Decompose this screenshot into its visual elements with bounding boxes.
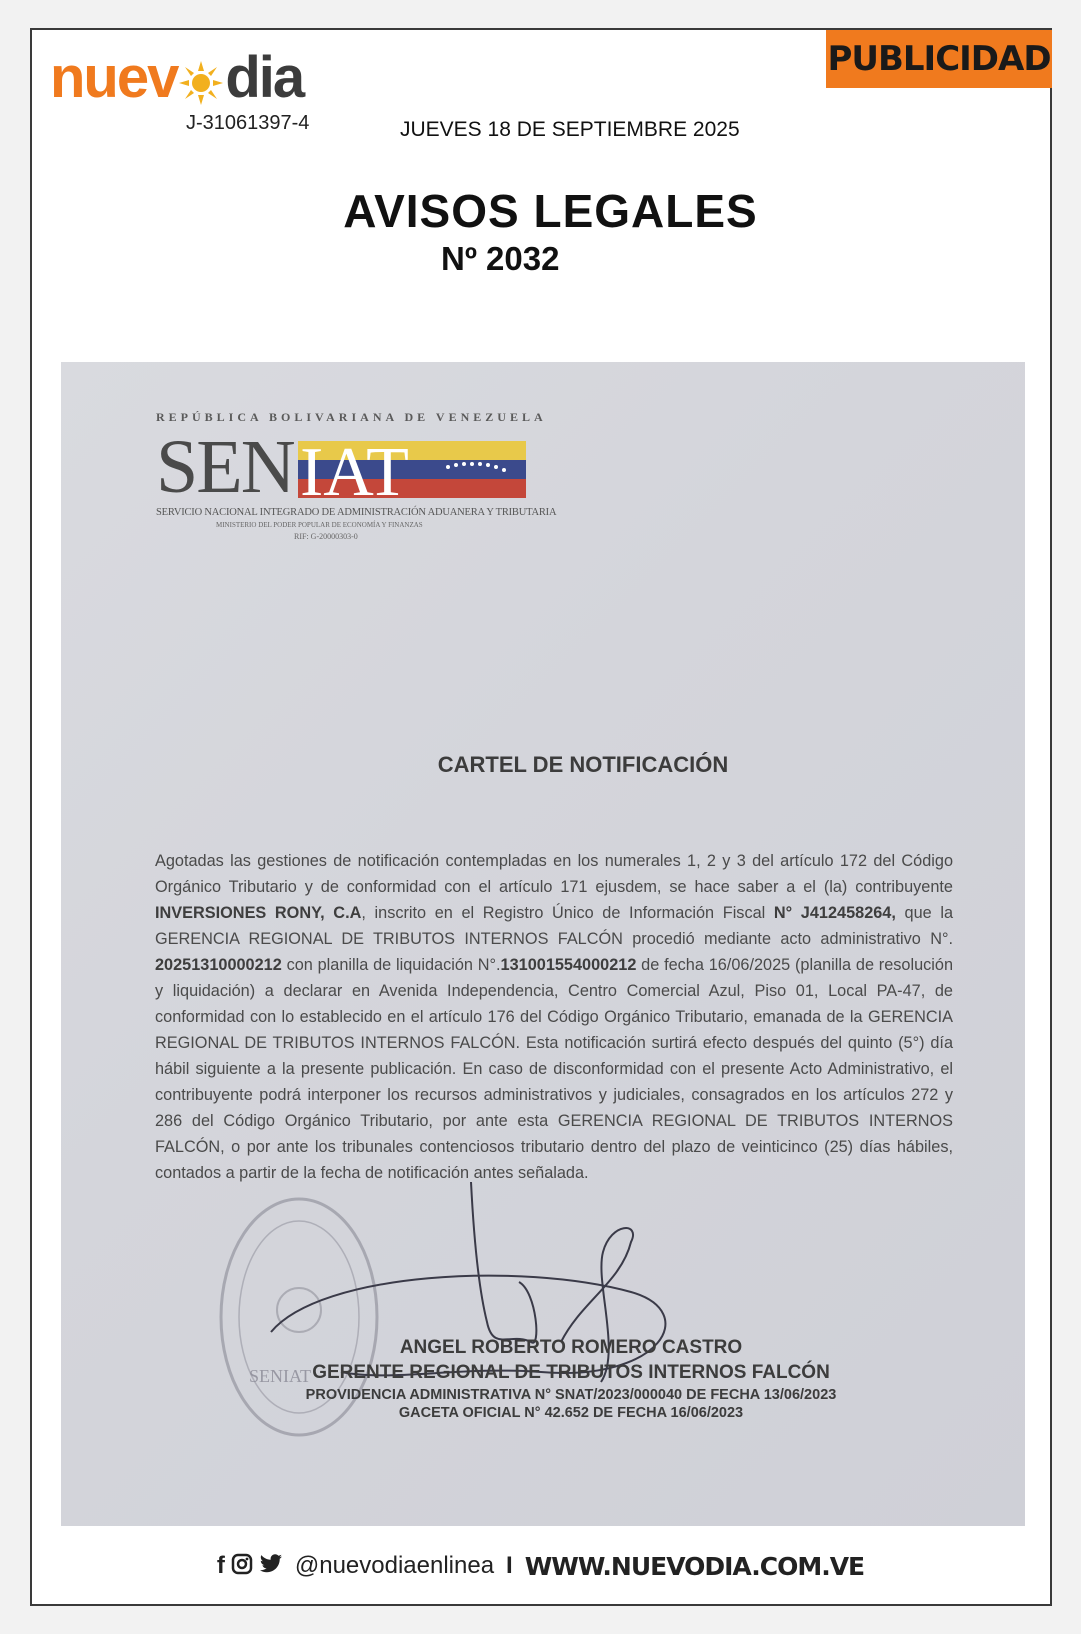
body-text-c: que la GERENCIA REGIONAL DE TRIBUTOS INTERNOS FALCÓN procedió mediante acto administrativo N°. [155, 904, 953, 948]
seniat-logo [156, 410, 556, 541]
footer [0, 1548, 1081, 1584]
footer-separator: I [506, 1552, 513, 1579]
signer-gaceta: GACETA OFICIAL N° 42.652 DE FECHA 16/06/2023 [398, 1405, 744, 1421]
ministry-name: MINISTERIO DEL PODER POPULAR DE ECONOMÍA Y FINANZAS [216, 521, 423, 529]
act-number: 20251310000212 [155, 956, 282, 974]
signer-name: ANGEL ROBERTO ROMERO CASTRO [399, 1337, 743, 1358]
facebook-icon[interactable]: f [216, 1552, 225, 1579]
stamp-label: SENIAT [249, 1366, 311, 1386]
newspaper-rif: J-31061397-4 [186, 112, 310, 134]
publication-date: JUEVES 18 DE SEPTIEMBRE 2025 [400, 118, 740, 141]
instagram-icon[interactable] [231, 1553, 253, 1580]
twitter-icon[interactable] [259, 1554, 283, 1579]
signer-title: GERENTE REGIONAL DE TRIBUTOS INTERNOS FALCÓN [312, 1362, 830, 1383]
page-title: AVISOS LEGALES [343, 185, 758, 237]
taxpayer-rif: N° J412458264, [773, 904, 896, 922]
planilla-number: 131001554000212 [500, 956, 637, 974]
logo-text-dia: dia [225, 45, 304, 110]
publicidad-badge: PUBLICIDAD [826, 30, 1052, 88]
notice-body [155, 848, 953, 1186]
logo-text-nueva: nuev [50, 45, 178, 110]
republic-line: REPÚBLICA BOLIVARIANA DE VENEZUELA [156, 410, 547, 424]
body-text-b: , inscrito en el Registro Único de Información Fiscal [361, 904, 774, 922]
venezuela-flag-icon [298, 437, 526, 501]
body-text-d: con planilla de liquidación N°. [281, 956, 501, 974]
social-handle[interactable]: @nuevodiaenlinea [294, 1552, 495, 1579]
newspaper-logo [50, 45, 304, 110]
notice-heading: CARTEL DE NOTIFICACIÓN [437, 752, 729, 777]
seniat-brand [156, 425, 556, 509]
seniat-full-name: SERVICIO NACIONAL INTEGRADO DE ADMINISTRACIÓN ADUANERA Y TRIBUTARIA [156, 507, 557, 518]
body-text-a: Agotadas las gestiones de notificación contempladas en los numerales 1, 2 y 3 del artículo 172 del Código Orgánico Tributario y de conformidad con el artículo 171 ejusdem, se hace saber a el (la) contribuyente [155, 852, 953, 896]
website-link[interactable]: WWW.NUEVODIA.COM.VE [524, 1551, 865, 1581]
taxpayer-name: INVERSIONES RONY, C.A [155, 904, 362, 922]
brand-text-sen: SEN [156, 425, 294, 509]
seniat-rif: RIF: G-20000303-0 [294, 532, 358, 541]
body-text-e: de fecha 16/06/2025 (planilla de resolución y liquidación) a declarar en Avenida Independencia, Centro Comercial Azul, Piso 01, Local PA-47, de conformidad con lo establecido en el artículo 176 del Código Orgánico Tributario, emanada de la GERENCIA REGIONAL DE TRIBUTOS INTERNOS FALCÓN. Esta notificación surtirá efecto después del quinto (5°) día hábil siguiente a la presente publicación. En caso de disconformidad con el presente Acto Administrativo, el contribuyente podrá interponer los recursos administrativos y judiciales, consagrados en los artículos 272 y 286 del Código Orgánico Tributario, por ante esta GERENCIA REGIONAL DE TRIBUTOS INTERNOS FALCÓN, o por ante los tribunales contenciosos tributario dentro del plazo de veinticinco (25) días hábiles, contados a partir de la fecha de notificación antes señalada. [155, 956, 953, 1182]
signer-providencia: PROVIDENCIA ADMINISTRATIVA N° SNAT/2023/000040 DE FECHA 13/06/2023 [305, 1387, 837, 1403]
signature-block [251, 1337, 891, 1421]
notice-document [61, 362, 1025, 1526]
sun-icon [179, 56, 223, 100]
brand-text-iat: IAT [299, 437, 409, 501]
notice-number: Nº 2032 [441, 240, 560, 277]
